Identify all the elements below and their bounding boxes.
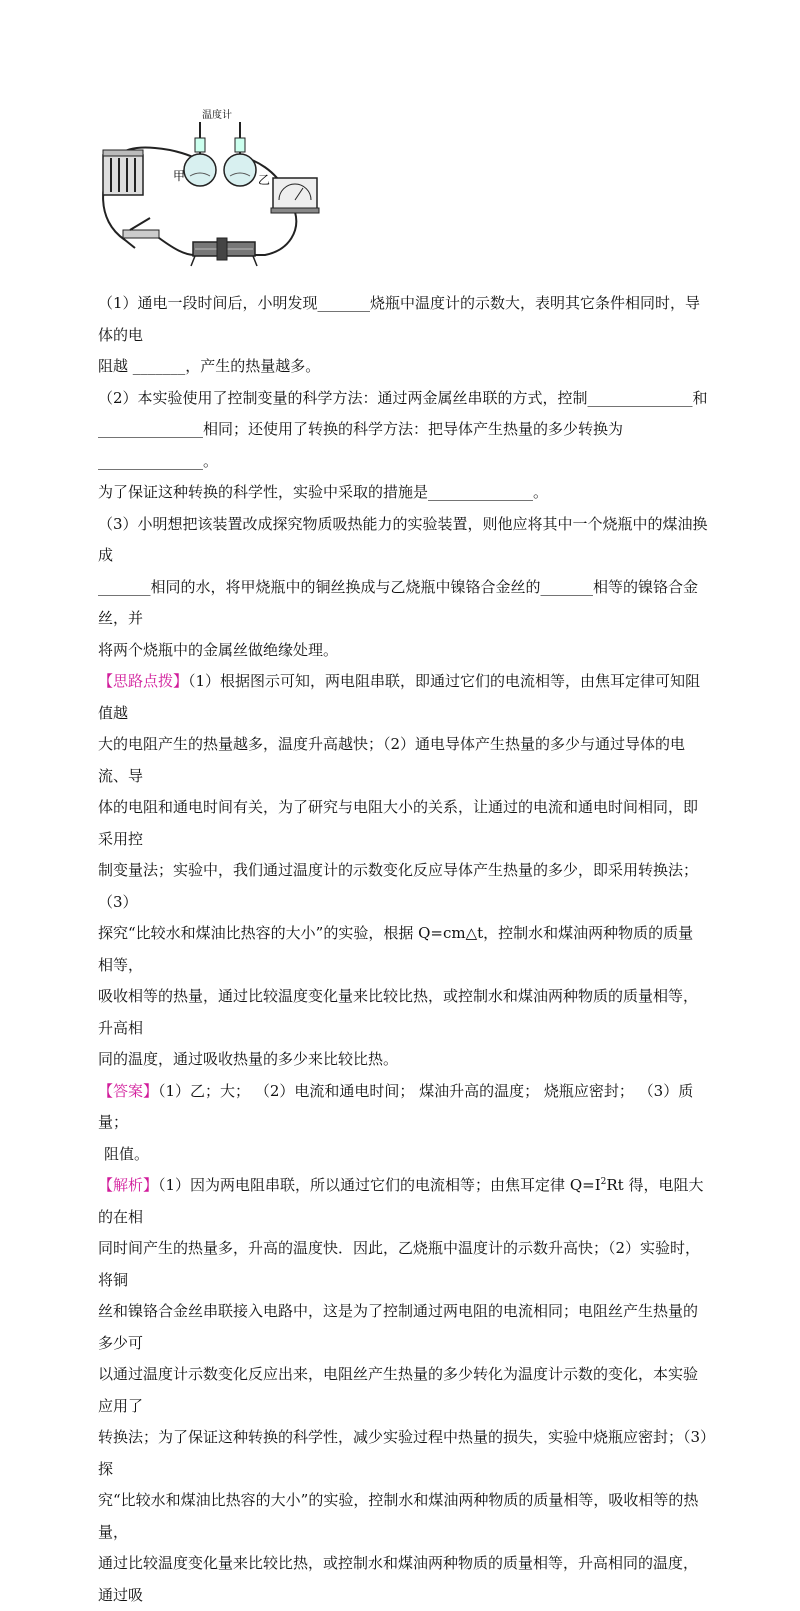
hint-line-2: 大的电阻产生的热量越多，温度升高越快；（2）通电导体产生热量的多少与通过导体的电流、导 [98, 735, 686, 785]
flask-b-icon [224, 122, 256, 186]
hint-line-3: 体的电阻和通电时间有关，为了研究与电阻大小的关系，让通过的电流和通电时间相同，即采用控 [98, 798, 699, 848]
analysis-line-5: 转换法；为了保证这种转换的科学性，减少实验过程中热量的损失，实验中烧瓶应密封；（3）探 [98, 1428, 708, 1478]
analysis-line-4: 以通过温度计示数变化反应出来，电阻丝产生热量的多少转化为温度计示数的变化，本实验应用了 [98, 1365, 699, 1415]
flask-a-icon [184, 122, 216, 186]
ammeter-icon [271, 178, 319, 213]
hint-tag: 【思路点拨】 [98, 672, 189, 690]
circuit-diagram [95, 100, 330, 275]
question-2-line-3: 为了保证这种转换的科学性，实验中采取的措施是______________。 [98, 483, 549, 501]
answer-line-1-text: （1）乙；大； （2）电流和通电时间； 煤油升高的温度； 烧瓶应密封； （3）质量； [98, 1081, 694, 1131]
analysis-line-2: 同时间产生的热量多，升高的温度快．因此，乙烧瓶中温度计的示数升高快；（2）实验时，将铜 [98, 1239, 701, 1289]
flask-a-label: 甲 [173, 169, 186, 183]
answer-line-1 [98, 1076, 708, 1139]
answer-tag: 【答案】 [98, 1081, 159, 1100]
text-body [98, 288, 708, 1611]
hint-line-5: 探究“比较水和煤油比热容的大小”的实验，根据 Q=cm△t，控制水和煤油两种物质的质量相等， [98, 924, 694, 974]
hint-line-4: 制变量法；实验中，我们通过温度计的示数变化反应导体产生热量的多少，即采用转换法；（3） [98, 861, 699, 911]
analysis-superscript: 2 [600, 1177, 607, 1187]
answer-line-2: 阻值。 [104, 1144, 150, 1163]
hint-line-6: 吸收相等的热量，通过比较温度变化量来比较比热，或控制水和煤油两种物质的质量相等，升高相 [98, 987, 699, 1037]
analysis-line-1 [98, 1170, 708, 1233]
analysis-line-1b: Rt 得，电阻大的在相 [98, 1176, 704, 1226]
hint-line-1-text: （1）根据图示可知，两电阻串联，即通过它们的电流相等，由焦耳定律可知阻值越 [98, 672, 701, 722]
rheostat-icon [191, 238, 257, 266]
wire-top [200, 130, 240, 140]
analysis-line-7: 通过比较温度变化量来比较比热，或控制水和煤油两种物质的质量相等，升高相同的温度，通过吸 [98, 1554, 699, 1604]
analysis-tag: 【解析】 [98, 1176, 159, 1194]
question-3-line-1: （3）小明想把该装置改成探究物质吸热能力的实验装置，则他应将其中一个烧瓶中的煤油换成 [98, 514, 708, 564]
question-1-line-2: 阻越 _______，产生的热量越多。 [98, 357, 321, 375]
analysis-line-6: 究“比较水和煤油比热容的大小”的实验，控制水和煤油两种物质的质量相等，吸收相等的热量， [98, 1491, 699, 1541]
hint-line-7: 同的温度，通过吸收热量的多少来比较比热。 [98, 1050, 399, 1068]
hint-line-1 [98, 666, 708, 729]
question-2-line-1: （2）本实验使用了控制变量的科学方法：通过两金属丝串联的方式，控制______________和 [98, 388, 708, 407]
question-1-line-1: （1）通电一段时间后，小明发现_______烧瓶中温度计的示数大，表明其它条件相同时，导体的电 [98, 294, 701, 344]
question-2-line-2: ______________相同；还使用了转换的科学方法：把导体产生热量的多少转换为______________。 [98, 420, 624, 470]
analysis-line-1a: （1）因为两电阻串联，所以通过它们的电流相等；由焦耳定律 Q=I [158, 1176, 601, 1194]
question-3-line-3: 将两个烧瓶中的金属丝做绝缘处理。 [98, 640, 339, 659]
flask-b-label: 乙 [258, 173, 271, 187]
question-3-line-2: _______相同的水，将甲烧瓶中的铜丝换成与乙烧瓶中镍铬合金丝的_______相等的镍铬合金丝，并 [98, 577, 699, 627]
battery-icon [103, 150, 143, 195]
thermometer-label: 温度计 [202, 110, 232, 121]
switch-icon [123, 218, 159, 238]
analysis-line-3: 丝和镍铬合金丝串联接入电路中，这是为了控制通过两电阻的电流相同；电阻丝产生热量的多少可 [98, 1302, 699, 1352]
